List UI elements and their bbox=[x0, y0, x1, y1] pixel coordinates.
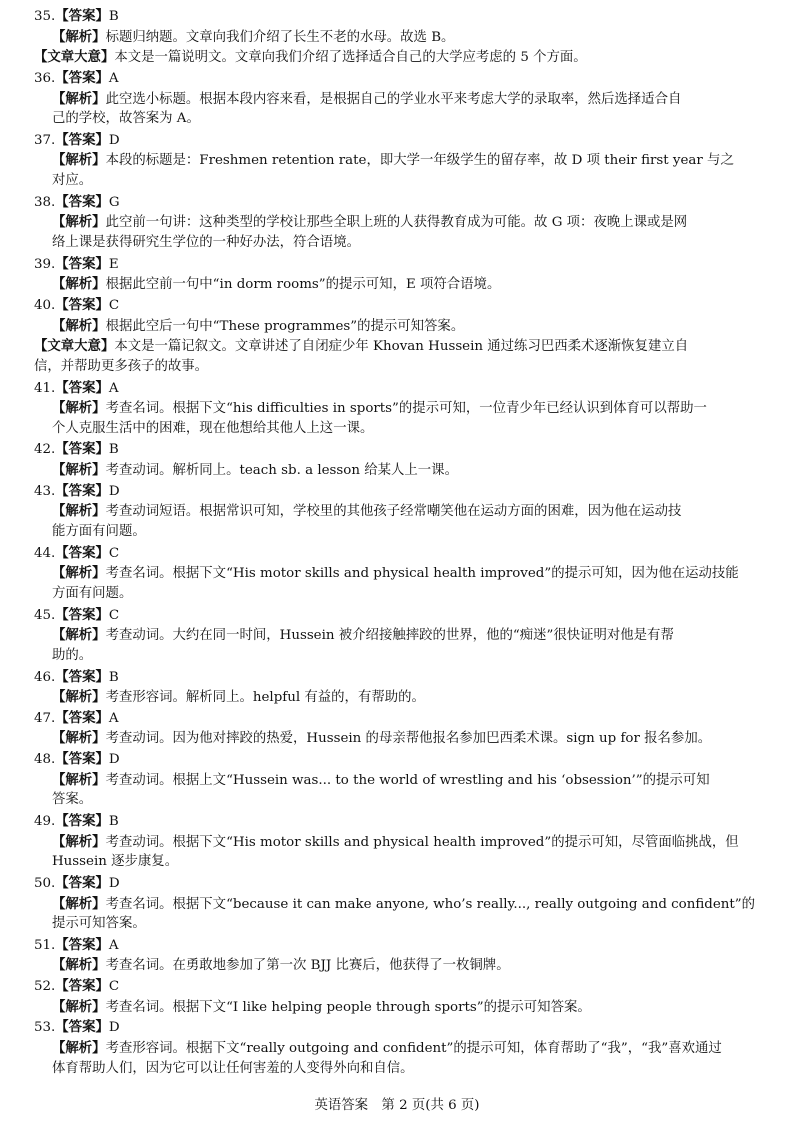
text-line bbox=[34, 233, 762, 254]
article-summary bbox=[34, 336, 762, 377]
answer-line bbox=[34, 481, 762, 502]
line-text: 本段的标题是：Freshmen retention rate，即大学一年级学生的留存率，故 D 项 their first year 与之 bbox=[105, 153, 734, 169]
text-line bbox=[34, 274, 762, 295]
question-number: 46. bbox=[34, 669, 56, 685]
text-line bbox=[34, 1038, 762, 1059]
text-line bbox=[34, 997, 762, 1018]
line-text: 本文是一篇说明文。文章向我们介绍了选择适合自己的大学应考虑的 5 个方面。 bbox=[114, 50, 587, 66]
analysis-tag: 【解析】 bbox=[52, 152, 106, 169]
answer-tag: 【答案】 bbox=[55, 606, 109, 623]
question-number: 40. bbox=[34, 297, 56, 313]
text-line bbox=[34, 646, 762, 667]
analysis-tag: 【解析】 bbox=[52, 462, 106, 479]
text-line bbox=[34, 47, 762, 68]
answer-tag: 【答案】 bbox=[55, 69, 109, 86]
text-line bbox=[34, 728, 762, 749]
question-number: 41. bbox=[34, 380, 56, 396]
answer-tag: 【答案】 bbox=[55, 482, 109, 499]
answer-choice: C bbox=[108, 545, 120, 561]
answer-line bbox=[34, 811, 762, 832]
analysis-block bbox=[34, 501, 762, 542]
analysis-block bbox=[34, 212, 762, 253]
analysis-tag: 【解析】 bbox=[52, 400, 106, 417]
answer-choice: A bbox=[108, 710, 119, 726]
analysis-block bbox=[34, 89, 762, 130]
question-number: 52. bbox=[34, 979, 56, 995]
answer-choice: C bbox=[108, 297, 120, 313]
line-text: 考查名词。根据下文“I like helping people through sports”的提示可知答案。 bbox=[105, 999, 591, 1015]
answer-tag: 【答案】 bbox=[55, 668, 109, 685]
text-line bbox=[34, 894, 762, 915]
answer-list bbox=[34, 6, 762, 1079]
question-number: 36. bbox=[34, 70, 56, 86]
line-text: 个人克服生活中的困难，现在他想给其他人上这一课。 bbox=[52, 420, 374, 436]
answer-line bbox=[34, 68, 762, 89]
answer-choice: A bbox=[108, 70, 119, 86]
text-line bbox=[34, 89, 762, 110]
text-line bbox=[34, 832, 762, 853]
analysis-block bbox=[34, 770, 762, 811]
answer-choice: A bbox=[108, 380, 119, 396]
line-text: 考查名词。根据下文“His motor skills and physical health improved”的提示可知，因为他在运动技能 bbox=[105, 566, 739, 582]
line-text: 考查动词。根据上文“Hussein was... to the world of wrestling and his ‘obsession’”的提示可知 bbox=[105, 772, 710, 788]
analysis-tag: 【解析】 bbox=[52, 771, 106, 788]
analysis-tag: 【解析】 bbox=[52, 503, 106, 520]
text-line bbox=[34, 398, 762, 419]
text-line bbox=[34, 563, 762, 584]
analysis-block bbox=[34, 563, 762, 604]
line-text: 考查形容词。解析同上。helpful 有益的，有帮助的。 bbox=[105, 690, 425, 706]
line-text: 考查形容词。根据下文“really outgoing and confident”的提示可知，体育帮助了“我”，“我”喜欢通过 bbox=[105, 1041, 722, 1057]
text-line bbox=[34, 852, 762, 873]
text-line bbox=[34, 171, 762, 192]
analysis-block bbox=[34, 955, 762, 976]
analysis-tag: 【解析】 bbox=[52, 957, 106, 974]
analysis-tag: 【解析】 bbox=[52, 214, 106, 231]
line-text: 己的学校，故答案为 A。 bbox=[52, 111, 200, 127]
answer-line bbox=[34, 6, 762, 27]
analysis-tag: 【解析】 bbox=[52, 317, 106, 334]
answer-tag: 【答案】 bbox=[55, 812, 109, 829]
text-line bbox=[34, 357, 762, 378]
text-line bbox=[34, 687, 762, 708]
question-number: 42. bbox=[34, 442, 56, 458]
text-line bbox=[34, 790, 762, 811]
answer-choice: D bbox=[108, 1020, 120, 1036]
answer-choice: C bbox=[108, 979, 120, 995]
answer-line bbox=[34, 976, 762, 997]
line-text: 考查名词。根据下文“his difficulties in sports”的提示可知，一位青少年已经认识到体育可以帮助一 bbox=[105, 401, 707, 417]
line-text: 对应。 bbox=[52, 173, 93, 189]
answer-choice: A bbox=[108, 937, 119, 953]
answer-choice: D bbox=[108, 875, 120, 891]
answer-line bbox=[34, 130, 762, 151]
question-number: 50. bbox=[34, 875, 56, 891]
line-text: 考查动词。大约在同一时间，Hussein 被介绍接触摔跤的世界，他的“痴迷”很快证明对他是有帮 bbox=[105, 628, 674, 644]
answer-line bbox=[34, 1017, 762, 1038]
analysis-block bbox=[34, 997, 762, 1018]
answer-tag: 【答案】 bbox=[55, 193, 109, 210]
line-text: 考查动词短语。根据常识可知，学校里的其他孩子经常嘲笑他在运动方面的困难，因为他在运动技 bbox=[105, 504, 682, 520]
answer-tag: 【答案】 bbox=[55, 936, 109, 953]
line-text: 根据此空前一句中“in dorm rooms”的提示可知，E 项符合语境。 bbox=[105, 277, 501, 293]
analysis-block bbox=[34, 832, 762, 873]
text-line bbox=[34, 625, 762, 646]
answer-line bbox=[34, 935, 762, 956]
analysis-block bbox=[34, 1038, 762, 1079]
analysis-block bbox=[34, 27, 762, 48]
answer-tag: 【答案】 bbox=[55, 296, 109, 313]
analysis-block bbox=[34, 398, 762, 439]
line-text: 信，并帮助更多孩子的故事。 bbox=[34, 358, 209, 374]
answer-line bbox=[34, 192, 762, 213]
line-text: 根据此空后一句中“These programmes”的提示可知答案。 bbox=[105, 318, 465, 334]
line-text: 络上课是获得研究生学位的一种好办法，符合语境。 bbox=[52, 235, 360, 251]
text-line bbox=[34, 27, 762, 48]
question-number: 35. bbox=[34, 9, 56, 24]
answer-tag: 【答案】 bbox=[55, 709, 109, 726]
answer-line bbox=[34, 543, 762, 564]
text-line bbox=[34, 419, 762, 440]
line-text: 考查动词。根据下文“His motor skills and physical health improved”的提示可知，尽管面临挑战，但 bbox=[105, 834, 739, 850]
analysis-block bbox=[34, 150, 762, 191]
text-line bbox=[34, 955, 762, 976]
answer-tag: 【答案】 bbox=[55, 131, 109, 148]
text-line bbox=[34, 460, 762, 481]
text-line bbox=[34, 522, 762, 543]
answer-tag: 【答案】 bbox=[55, 1019, 109, 1036]
analysis-tag: 【解析】 bbox=[52, 90, 106, 107]
text-line bbox=[34, 914, 762, 935]
answer-tag: 【答案】 bbox=[55, 379, 109, 396]
line-text: 方面有问题。 bbox=[52, 585, 133, 601]
line-text: 考查动词。因为他对摔跤的热爱，Hussein 的母亲帮他报名参加巴西柔术课。sign up for 报名参加。 bbox=[105, 731, 712, 747]
question-number: 37. bbox=[34, 132, 56, 148]
analysis-block bbox=[34, 625, 762, 666]
analysis-tag: 【解析】 bbox=[52, 276, 106, 293]
question-number: 47. bbox=[34, 710, 56, 726]
question-number: 51. bbox=[34, 937, 56, 953]
answer-line bbox=[34, 295, 762, 316]
line-text: 考查动词。解析同上。teach sb. a lesson 给某人上一课。 bbox=[105, 463, 458, 479]
text-line bbox=[34, 1059, 762, 1080]
answer-choice: E bbox=[108, 256, 119, 272]
analysis-block bbox=[34, 894, 762, 935]
line-text: 答案。 bbox=[52, 792, 93, 808]
summary-tag: 【文章大意】 bbox=[34, 49, 115, 66]
analysis-tag: 【解析】 bbox=[52, 627, 106, 644]
question-number: 48. bbox=[34, 752, 56, 768]
answer-choice: D bbox=[108, 132, 120, 148]
answer-choice: G bbox=[108, 194, 120, 210]
analysis-tag: 【解析】 bbox=[52, 689, 106, 706]
analysis-tag: 【解析】 bbox=[52, 1040, 106, 1057]
answer-line bbox=[34, 605, 762, 626]
answer-choice: B bbox=[108, 9, 119, 24]
line-text: Hussein 逐步康复。 bbox=[52, 854, 179, 870]
analysis-tag: 【解析】 bbox=[52, 895, 106, 912]
answer-line bbox=[34, 873, 762, 894]
text-line bbox=[34, 150, 762, 171]
line-text: 能方面有问题。 bbox=[52, 524, 146, 540]
answer-line bbox=[34, 378, 762, 399]
answer-line bbox=[34, 749, 762, 770]
answer-line bbox=[34, 667, 762, 688]
analysis-tag: 【解析】 bbox=[52, 565, 106, 582]
summary-tag: 【文章大意】 bbox=[34, 338, 115, 355]
analysis-block bbox=[34, 687, 762, 708]
text-line bbox=[34, 770, 762, 791]
answer-line bbox=[34, 439, 762, 460]
question-number: 39. bbox=[34, 256, 56, 272]
question-number: 53. bbox=[34, 1020, 56, 1036]
answer-line bbox=[34, 708, 762, 729]
question-number: 38. bbox=[34, 194, 56, 210]
analysis-block bbox=[34, 316, 762, 337]
analysis-block bbox=[34, 460, 762, 481]
line-text: 此空前一句讲：这种类型的学校让那些全职上班的人获得教育成为可能。故 G 项：夜晚上课或是网 bbox=[105, 215, 688, 231]
answer-choice: B bbox=[108, 669, 119, 685]
analysis-tag: 【解析】 bbox=[52, 730, 106, 747]
line-text: 本文是一篇记叙文。文章讲述了自闭症少年 Khovan Hussein 通过练习巴西柔术逐渐恢复建立自 bbox=[114, 339, 689, 355]
page-footer: 英语答案 第 2 页(共 6 页) bbox=[314, 1098, 480, 1113]
question-number: 43. bbox=[34, 483, 56, 499]
article-summary bbox=[34, 47, 762, 68]
question-number: 45. bbox=[34, 607, 56, 623]
line-text: 考查名词。根据下文“because it can make anyone, who’s really..., really outgoing and confident”的 bbox=[105, 896, 756, 912]
answer-tag: 【答案】 bbox=[55, 978, 109, 995]
analysis-tag: 【解析】 bbox=[52, 833, 106, 850]
answer-tag: 【答案】 bbox=[55, 751, 109, 768]
line-text: 助的。 bbox=[52, 647, 93, 663]
answer-tag: 【答案】 bbox=[55, 441, 109, 458]
text-line bbox=[34, 212, 762, 233]
answer-choice: C bbox=[108, 607, 120, 623]
answer-tag: 【答案】 bbox=[55, 874, 109, 891]
analysis-block bbox=[34, 274, 762, 295]
text-line bbox=[34, 109, 762, 130]
answer-tag: 【答案】 bbox=[55, 544, 109, 561]
line-text: 体育帮助人们，因为它可以让任何害羞的人变得外向和自信。 bbox=[52, 1060, 414, 1076]
line-text: 此空选小标题。根据本段内容来看，是根据自己的学业水平来考虑大学的录取率，然后选择适合自 bbox=[105, 91, 682, 107]
analysis-tag: 【解析】 bbox=[52, 998, 106, 1015]
line-text: 考查名词。在勇敢地参加了第一次 BJJ 比赛后，他获得了一枚铜牌。 bbox=[105, 958, 510, 974]
analysis-tag: 【解析】 bbox=[52, 28, 106, 45]
text-line bbox=[34, 316, 762, 337]
question-number: 44. bbox=[34, 545, 56, 561]
answer-tag: 【答案】 bbox=[55, 255, 109, 272]
analysis-block bbox=[34, 728, 762, 749]
answer-line bbox=[34, 254, 762, 275]
text-line bbox=[34, 501, 762, 522]
answer-choice: D bbox=[108, 752, 120, 768]
answer-tag: 【答案】 bbox=[55, 8, 109, 24]
text-line bbox=[34, 336, 762, 357]
line-text: 提示可知答案。 bbox=[52, 916, 146, 932]
answer-choice: B bbox=[108, 813, 119, 829]
question-number: 49. bbox=[34, 813, 56, 829]
text-line bbox=[34, 584, 762, 605]
line-text: 标题归纳题。文章向我们介绍了长生不老的水母。故选 B。 bbox=[105, 29, 455, 45]
answer-choice: B bbox=[108, 442, 119, 458]
answer-choice: D bbox=[108, 483, 120, 499]
